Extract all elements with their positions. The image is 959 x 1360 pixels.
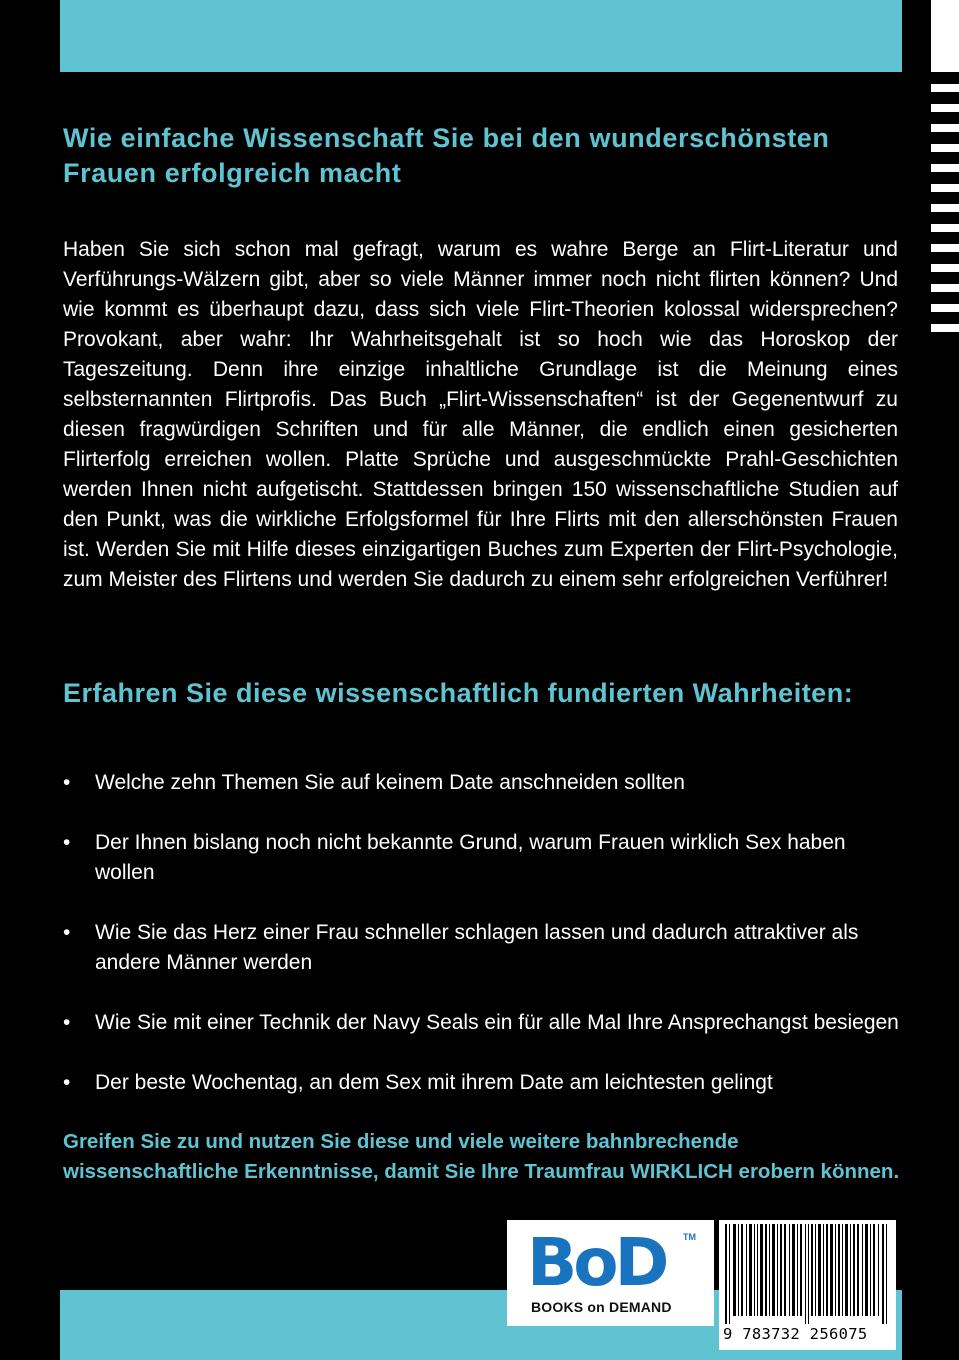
- bod-logo-mark: BoD: [527, 1224, 666, 1301]
- barcode-bars: [723, 1224, 892, 1324]
- bullet-marker: •: [63, 1011, 71, 1034]
- edge-stripe: [931, 264, 959, 272]
- edge-stripe-marks: [931, 0, 959, 340]
- list-item: [63, 918, 903, 978]
- bullet-marker: •: [63, 921, 71, 944]
- bullet-marker: •: [63, 1071, 71, 1094]
- edge-stripe: [931, 164, 959, 172]
- top-color-band: [60, 0, 902, 72]
- isbn-barcode: [719, 1220, 896, 1350]
- edge-stripe: [931, 324, 959, 332]
- list-item-text: Wie Sie mit einer Technik der Navy Seals ein für alle Mal Ihre Ansprechangst besiegen: [95, 1011, 899, 1034]
- bullet-list: [63, 768, 903, 1098]
- edge-stripe: [931, 124, 959, 132]
- list-item-text: Welche zehn Themen Sie auf keinem Date anschneiden sollten: [95, 771, 685, 794]
- list-item-text: Wie Sie das Herz einer Frau schneller schlagen lassen und dadurch attraktiver als andere Männer werden: [95, 921, 859, 974]
- publisher-logo: [507, 1220, 714, 1326]
- bullet-list-heading: Erfahren Sie diese wissenschaftlich fundierten Wahrheiten:: [63, 678, 854, 708]
- bullet-marker: •: [63, 771, 71, 794]
- isbn-number: 9 783732 256075: [723, 1325, 868, 1343]
- closing-call-to-action: Greifen Sie zu und nutzen Sie diese und viele weitere bahnbrechende wissenschaftliche Erkenntnisse, damit Sie Ihre Traumfrau WIRKLICH erobern können.: [63, 1130, 900, 1183]
- edge-stripe: [931, 224, 959, 232]
- trademark-sign: TM: [683, 1232, 696, 1242]
- list-item: [63, 1008, 903, 1038]
- publisher-tagline: BOOKS on DEMAND: [531, 1299, 672, 1315]
- list-item: [63, 1068, 903, 1098]
- edge-stripe: [931, 204, 959, 212]
- edge-stripe: [931, 304, 959, 312]
- list-item: [63, 768, 903, 798]
- edge-stripe: [931, 284, 959, 292]
- list-item-text: Der Ihnen bislang noch nicht bekannte Grund, warum Frauen wirklich Sex haben wollen: [95, 831, 846, 884]
- cover-headline: Wie einfache Wissenschaft Sie bei den wunderschönsten Frauen erfolgreich macht: [63, 123, 830, 188]
- edge-stripe: [931, 84, 959, 92]
- edge-stripe: [931, 184, 959, 192]
- edge-stripe: [931, 144, 959, 152]
- list-item: [63, 828, 903, 888]
- list-item-text: Der beste Wochentag, an dem Sex mit ihrem Date am leichtesten gelingt: [95, 1071, 773, 1094]
- edge-white-block: [931, 0, 959, 72]
- edge-stripe: [931, 104, 959, 112]
- bullet-marker: •: [63, 831, 71, 854]
- intro-paragraph: Haben Sie sich schon mal gefragt, warum es wahre Berge an Flirt-Literatur und Verführungs-Wälzern gibt, aber so viele Männer immer noch nicht flirten können? Und wie kommt es überhaupt dazu, dass sich viele Flirt-Theorien kolossal widersprechen? Provokant, aber wahr: Ihr Wahrheitsgehalt ist so hoch wie das Horoskop der Tageszeitung. Denn ihre einzige inhaltliche Grundlage ist die Meinung eines selbsternannten Flirtprofis. Das Buch „Flirt-Wissenschaften“ ist der Gegenentwurf zu diesen fragwürdigen Schriften und für alle Männer, die endlich einen gesicherten Flirterfolg erreichen wollen. Platte Sprüche und ausgeschmückte Prahl-Geschichten werden Ihnen nicht aufgetischt. Stattdessen bringen 150 wissenschaftliche Studien auf den Punkt, was die wirkliche Erfolgsformel für Ihre Flirts mit den allerschönsten Frauen ist. Werden Sie mit Hilfe dieses einzigartigen Buches zum Experten der Flirt-Psychologie, zum Meister des Flirtens und werden Sie dadurch zu einem sehr erfolgreichen Verführer!: [63, 238, 898, 591]
- edge-stripe: [931, 244, 959, 252]
